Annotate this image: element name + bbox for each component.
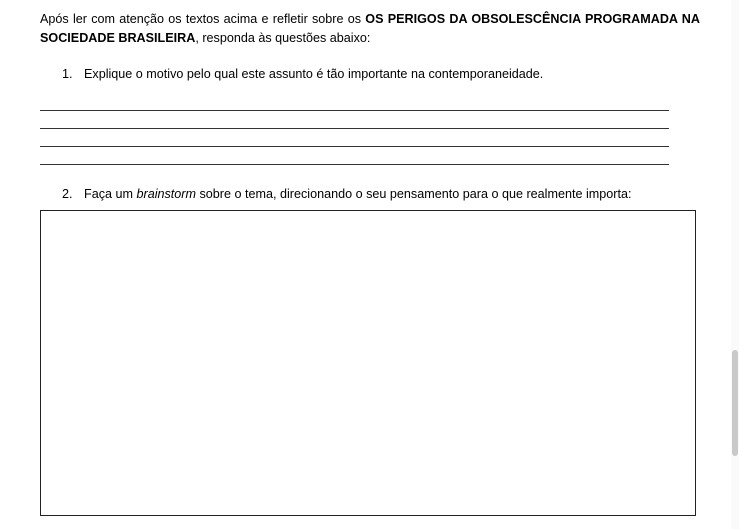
question-2-text-end: sobre o tema, direcionando o seu pensamento para o que realmente importa: (196, 187, 632, 201)
question-1 (62, 66, 543, 82)
instructions-topic: OS PERIGOS DA OBSOLESCÊNCIA PROGRAMADA NA SOCIEDADE BRASILEIRA (40, 12, 700, 45)
answer-line-2[interactable] (40, 128, 669, 129)
brainstorm-answer-box[interactable] (40, 210, 696, 516)
answer-line-4[interactable] (40, 164, 669, 165)
question-1-text: Explique o motivo pelo qual este assunto é tão importante na contemporaneidade. (84, 67, 544, 81)
scrollbar[interactable] (731, 0, 739, 529)
question-2 (62, 186, 631, 202)
scrollbar-thumb[interactable] (732, 350, 738, 456)
answer-line-3[interactable] (40, 146, 669, 147)
question-1-number: 1. (62, 67, 73, 81)
instructions-text-end: , responda às questões abaixo: (195, 31, 371, 45)
question-2-italic-term: brainstorm (136, 187, 196, 201)
answer-line-1[interactable] (40, 110, 669, 111)
instructions-paragraph (40, 10, 700, 48)
question-2-number: 2. (62, 187, 73, 201)
instructions-text: Após ler com atenção os textos acima e refletir sobre os (40, 12, 366, 26)
question-2-text: Faça um (84, 187, 137, 201)
